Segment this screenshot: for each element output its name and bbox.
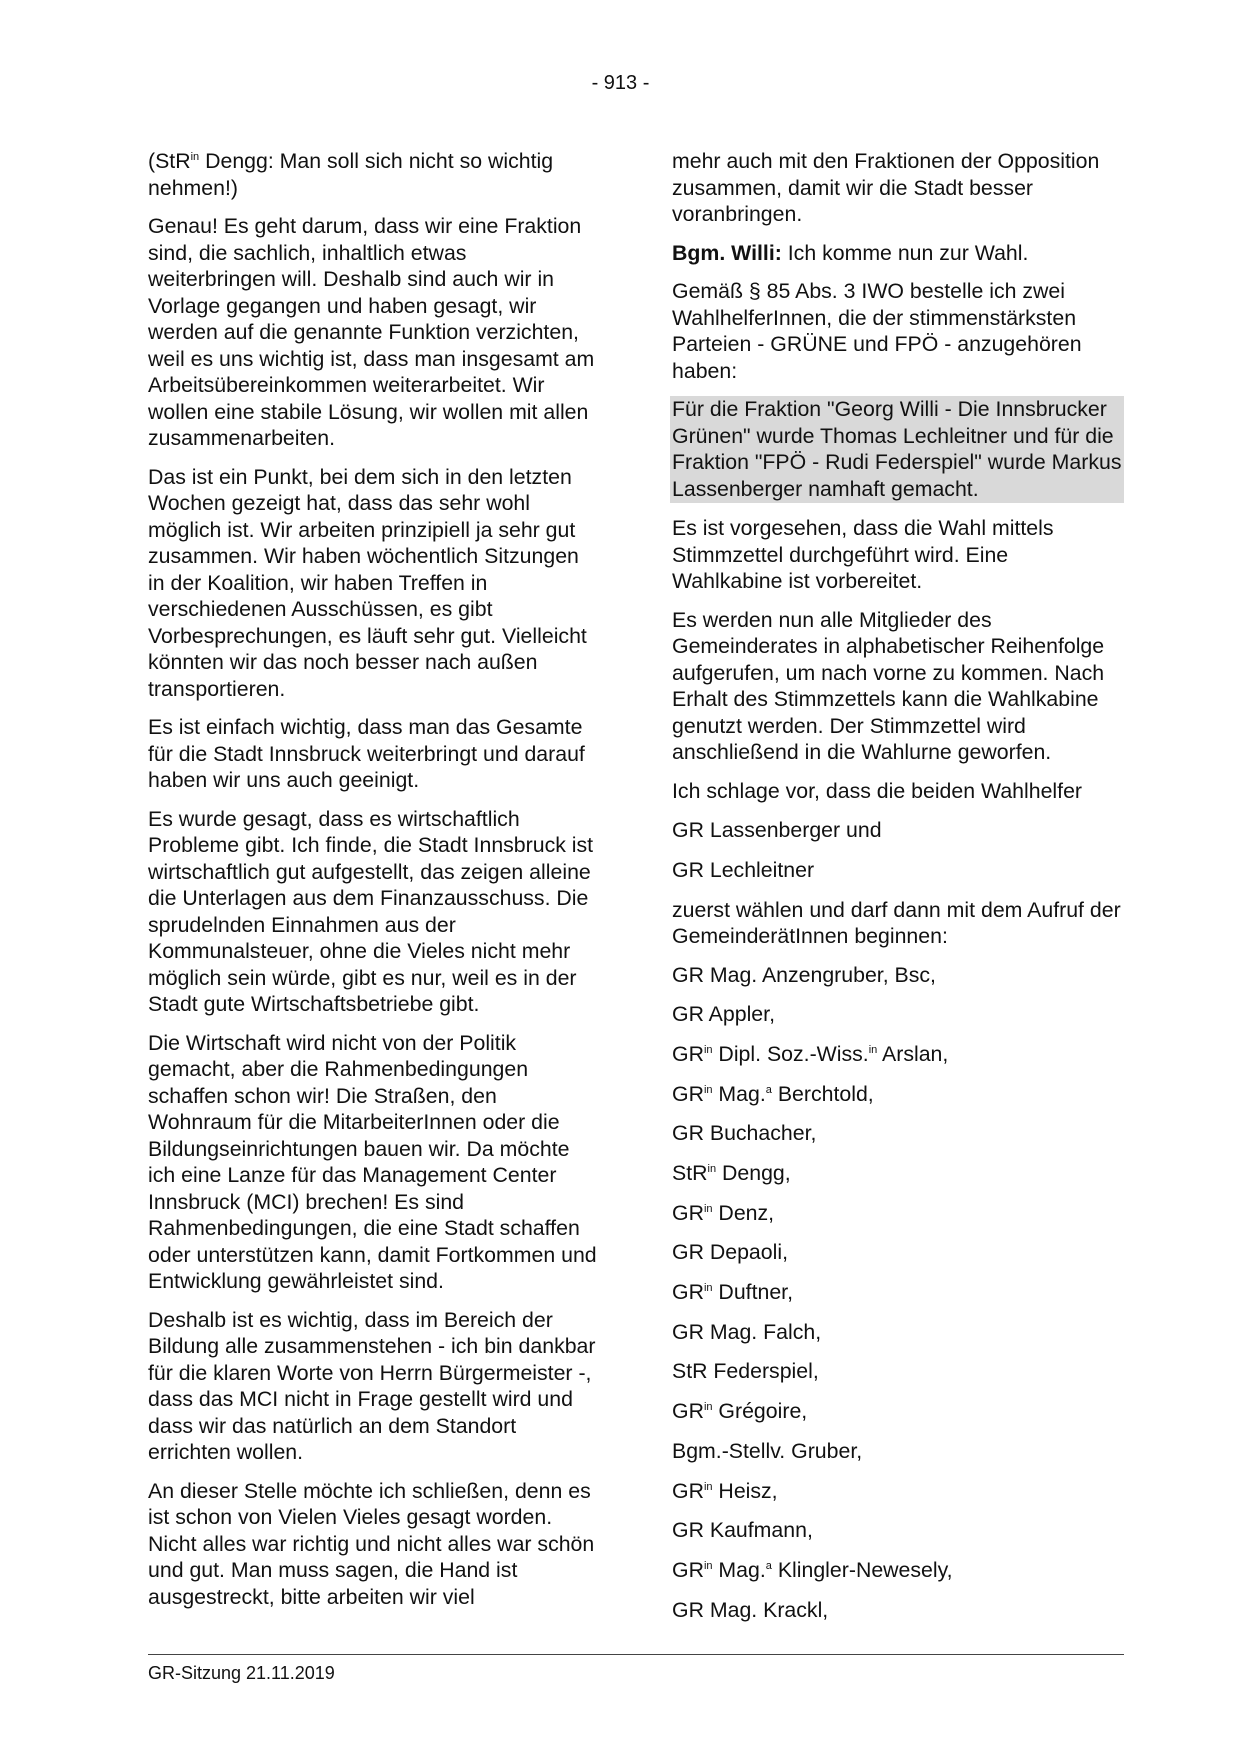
name-line: StR Federspiel, — [672, 1359, 819, 1384]
paragraph: Genau! Es geht darum, dass wir eine Fraktion sind, die sachlich, inhaltlich etwas weiterbringen will. Deshalb sind auch wir in Vorlage gegangen und haben gesagt, wir werden auf die genannte Funktion verzichten, weil es uns wichtig ist, dass man insgesamt am Arbeitsübereinkommen weiterarbeitet. Wir wollen eine stabile Lösung, wir wollen mit allen zusammenarbeiten. — [148, 214, 595, 450]
paragraph: Gemäß § 85 Abs. 3 IWO bestelle ich zwei WahlhelferInnen, die der stimmenstärksten Parteien - GRÜNE und FPÖ - anzugehören haben: — [672, 279, 1082, 383]
speaker-name: Bgm. Willi: — [672, 240, 782, 265]
left-column — [148, 148, 600, 1622]
name-line: GR Appler, — [672, 1002, 775, 1027]
paragraph: Es ist einfach wichtig, dass man das Gesamte für die Stadt Innsbruck weiterbringt und darauf haben wir uns auch geeinigt. — [148, 715, 585, 792]
paragraph: An dieser Stelle möchte ich schließen, denn es ist schon von Vielen Vieles gesagt worden. Nicht alles war richtig und nicht alles war schön und gut. Man muss sagen, die Hand ist ausgestreckt, bitte arbeiten wir viel — [148, 1478, 595, 1609]
name-line: $GR^{in}$ Grégoire, — [672, 1399, 808, 1424]
name-line: GR Buchacher, — [672, 1121, 817, 1146]
paragraph: Die Wirtschaft wird nicht von der Politik gemacht, aber die Rahmenbedingungen schaffen schon wir! Die Straßen, den Wohnraum für die MitarbeiterInnen oder die Bildungseinrichtungen bauen wir. Da möchte ich eine Lanze für das Management Center Innsbruck (MCI) brechen! Es sind Rahmenbedingungen, die eine Stadt schaffen oder unterstützen kann, damit Fortkommen und Entwicklung gewährleistet sind. — [148, 1030, 597, 1293]
paragraph: Es ist vorgesehen, dass die Wahl mittels Stimmzettel durchgeführt wird. Eine Wahlkabine ist vorbereitet. — [672, 516, 1054, 593]
name-line: $GR^{in}$ Dipl. Soz.-Wiss.$^{in}$ Arslan, — [672, 1041, 949, 1066]
name-line: $GR^{in}$ Mag.$^a$ Klingler-Newesely, — [672, 1557, 953, 1582]
name-line: GR Depaoli, — [672, 1240, 788, 1265]
paragraph: Ich schlage vor, dass die beiden Wahlhelfer — [672, 778, 1083, 803]
name-line: GR Kaufmann, — [672, 1518, 813, 1543]
paragraph: zuerst wählen und darf dann mit dem Aufruf der GemeinderätInnen beginnen: — [672, 897, 1121, 949]
right-column — [672, 148, 1124, 1636]
paragraph: Es werden nun alle Mitglieder des Gemeinderates in alphabetischer Reihenfolge aufgerufen, um nach vorne zu kommen. Nach Erhalt des Stimmzettels kann die Wahlkabine genutzt werden. Der Stimmzettel wird anschließend in die Wahlurne geworfen. — [672, 607, 1105, 764]
name-line: Bgm.-Stellv. Gruber, — [672, 1438, 863, 1463]
name-line: $GR^{in}$ Mag.$^a$ Berchtold, — [672, 1081, 874, 1106]
footer: GR-Sitzung 21.11.2019 — [148, 1663, 335, 1683]
name-line: StR$^{in}$ Dengg, — [672, 1161, 791, 1185]
paragraph: Deshalb ist es wichtig, dass im Bereich der Bildung alle zusammenstehen - ich bin dankbar für die klaren Worte von Herrn Bürgermeister -, dass das MCI nicht in Frage gestellt wird und dass wir das natürlich an dem Standort errichten wollen. — [148, 1307, 596, 1464]
paragraph: Es wurde gesagt, dass es wirtschaftlich Probleme gibt. Ich finde, die Stadt Innsbruck ist wirtschaftlich gut aufgestellt, das zeigen alleine die Unterlagen aus dem Finanzausschuss. Die sprudelnden Einnahmen aus der Kommunalsteuer, ohne die Vieles nicht mehr möglich sein würde, gibt es nur, weil es in der Stadt gute Wirtschaftsbetriebe gibt. — [148, 806, 594, 1016]
paragraph-interjection: (StR$^{in}$ Dengg: Man soll sich nicht so wichtig nehmen!) — [148, 149, 554, 200]
name-line: $GR^{in}$ Denz, — [672, 1200, 775, 1225]
page-number: - 913 - — [591, 72, 650, 94]
footer-divider — [148, 1654, 1124, 1655]
name-line: GR Mag. Krackl, — [672, 1597, 829, 1622]
paragraph: mehr auch mit den Fraktionen der Opposition zusammen, damit wir die Stadt besser voranbringen. — [672, 149, 1100, 226]
name-line: GR Lassenberger und — [672, 818, 882, 843]
name-line: $GR^{in}$ Heisz, — [672, 1478, 778, 1503]
name-line: GR Mag. Falch, — [672, 1319, 822, 1344]
name-line: GR Lechleitner — [672, 857, 815, 882]
paragraph: Das ist ein Punkt, bei dem sich in den letzten Wochen gezeigt hat, dass das sehr wohl möglich ist. Wir arbeiten prinzipiell ja sehr gut zusammen. Wir haben wöchentlich Sitzungen in der Koalition, wir haben Treffen in verschiedenen Ausschüssen, es gibt Vorbesprechungen, es läuft sehr gut. Vielleicht könnten wir das noch besser nach außen transportieren. — [148, 464, 587, 701]
name-line: $GR^{in}$ Duftner, — [672, 1280, 794, 1305]
highlighted-paragraph: Für die Fraktion "Georg Willi - Die Innsbrucker Grünen" wurde Thomas Lechleitner und für die Fraktion "FPÖ - Rudi Federspiel" wurde Markus Lassenberger namhaft gemacht. — [670, 396, 1124, 503]
speaker-paragraph: Bgm. Willi: Ich komme nun zur Wahl. — [672, 240, 1029, 265]
name-line: GR Mag. Anzengruber, Bsc, — [672, 962, 936, 987]
